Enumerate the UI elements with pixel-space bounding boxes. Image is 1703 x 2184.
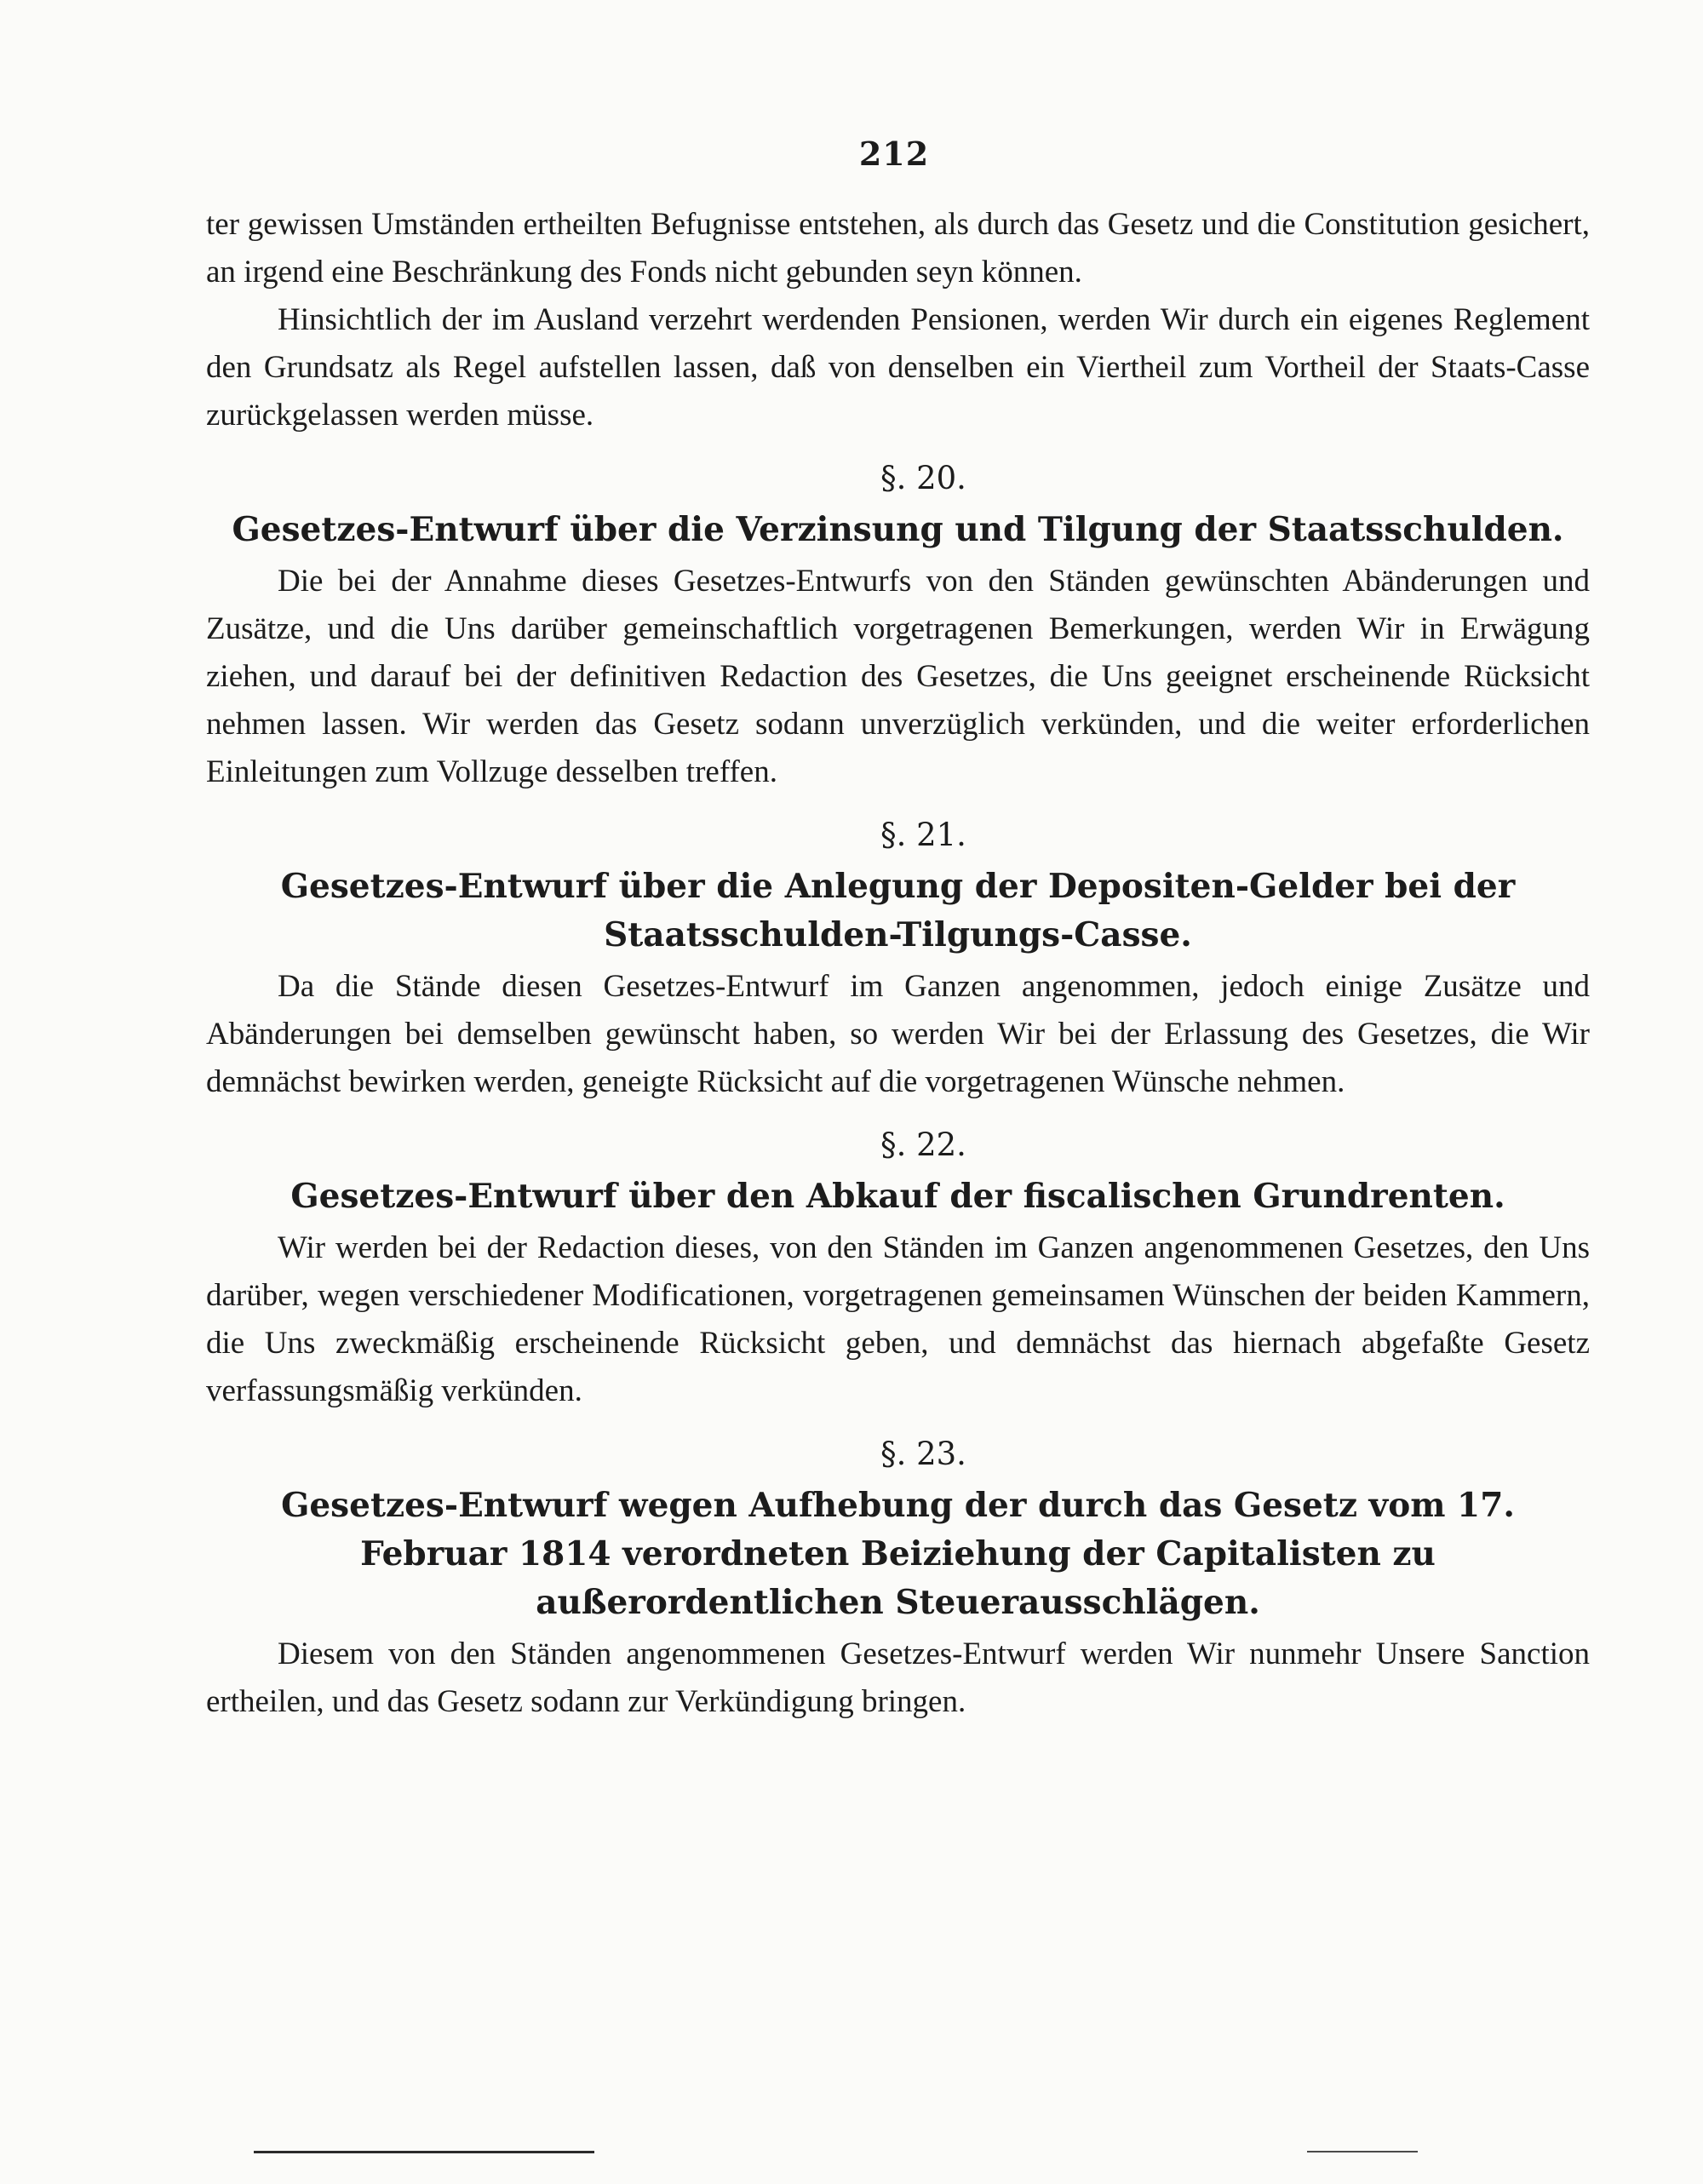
section-number: §. 22. (880, 1126, 966, 1163)
section-heading: Gesetzes-Entwurf über die Anlegung der Depositen-Gelder bei der Staatsschulden-Tilgungs-Casse. (280, 867, 1516, 954)
section-22 (206, 1121, 1590, 1415)
section-body: Die bei der Annahme dieses Gesetzes-Entwurfs von den Ständen gewünschten Abänderungen und Zusätze, und die Uns darüber gemeinschaftlich vorgetragenen Bemerkungen, werden Wir in Erwägung ziehen, und darauf bei der definitiven Redaction des Gesetzes, die Uns geeignet erscheinende Rücksicht nehmen lassen. Wir werden das Gesetz sodann unverzüglich verkünden, und die weiter erforderlichen Einleitungen zum Vollzuge desselben treffen. (206, 564, 1590, 789)
section-20 (206, 455, 1590, 796)
section-21 (206, 811, 1590, 1106)
section-body: Wir werden bei der Redaction dieses, von den Ständen im Ganzen angenommenen Gesetzes, den Uns darüber, wegen verschiedener Modificationen, vorgetragenen gemeinsamen Wünschen der beiden Kammern, die Uns zweckmäßig erscheinende Rücksicht geben, und demnächst das hiernach abgefaßte Gesetz verfassungsmäßig verkünden. (206, 1230, 1590, 1408)
section-heading: Gesetzes-Entwurf über die Verzinsung und Tilgung der Staatsschulden. (232, 510, 1564, 549)
intro-paragraph-continuation: ter gewissen Umständen ertheilten Befugnisse entstehen, als durch das Gesetz und die Constitution gesichert, an irgend eine Beschränkung des Fonds nicht gebunden seyn können. (206, 207, 1590, 289)
body-text (206, 201, 1590, 1726)
section-number: §. 21. (880, 817, 966, 853)
section-heading: Gesetzes-Entwurf über den Abkauf der fiscalischen Grundrenten. (290, 1177, 1505, 1216)
intro-paragraph-pensions: Hinsichtlich der im Ausland verzehrt werdenden Pensionen, werden Wir durch ein eigenes Reglement den Grundsatz als Regel aufstellen lassen, daß von denselben ein Viertheil zum Vortheil der Staats-Casse zurückgelassen werden müsse. (206, 302, 1590, 433)
footer-rule-left (254, 2151, 594, 2153)
section-heading: Gesetzes-Entwurf wegen Aufhebung der durch das Gesetz vom 17. Februar 1814 verordneten Beiziehung der Capitalisten zu außerordentlichen Steuerausschlägen. (281, 1486, 1515, 1622)
page-number: 212 (858, 135, 930, 173)
section-body: Da die Stände diesen Gesetzes-Entwurf im Ganzen angenommen, jedoch einige Zusätze und Abänderungen bei demselben gewünscht haben, so werden Wir bei der Erlassung des Gesetzes, die Wir demnächst bewirken werden, geneigte Rücksicht auf die vorgetragenen Wünsche nehmen. (206, 969, 1590, 1099)
section-number: §. 20. (880, 460, 966, 496)
section-body: Diesem von den Ständen angenommenen Gesetzes-Entwurf werden Wir nunmehr Unsere Sanction ertheilen, und das Gesetz sodann zur Verkündigung bringen. (206, 1637, 1590, 1719)
section-23 (206, 1430, 1590, 1726)
section-number: §. 23. (880, 1436, 966, 1472)
footer-rule-right (1307, 2151, 1418, 2152)
